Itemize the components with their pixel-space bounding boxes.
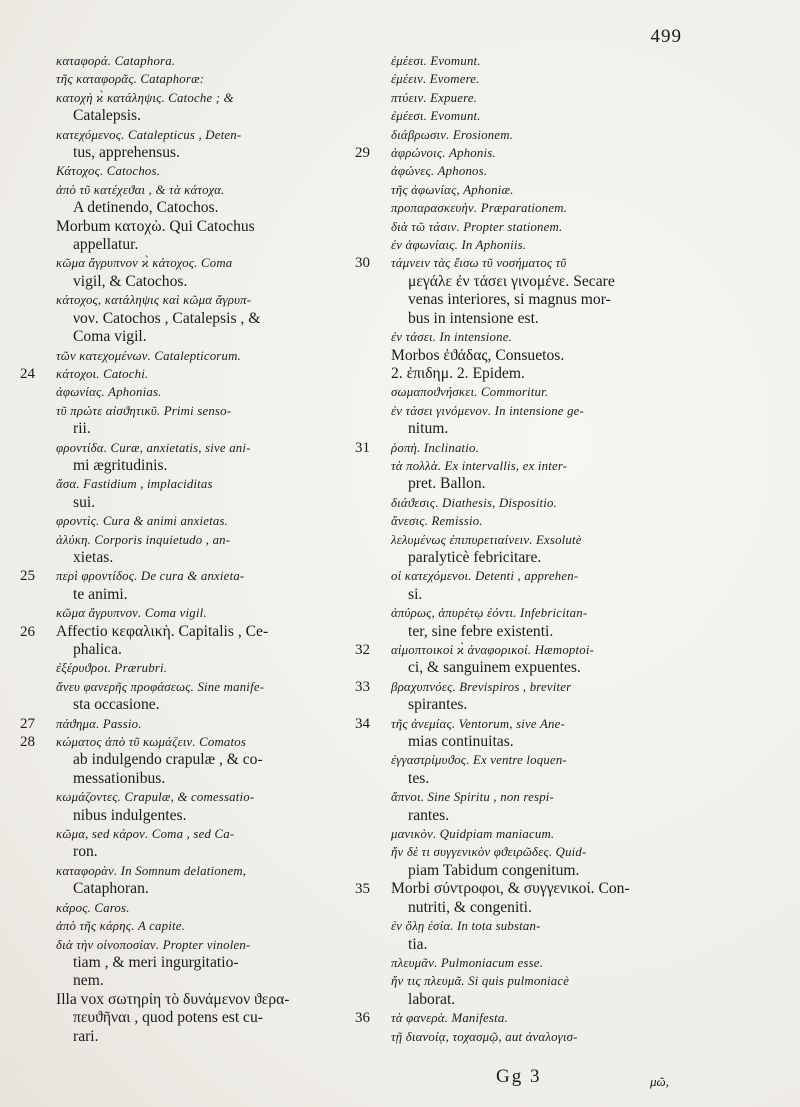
entry-line: περὶ φροντίδος. De cura & anxieta- (56, 569, 245, 584)
entry-line: ἐν τάσει. In intensione. (391, 330, 512, 345)
entry-line: Κάτοχος. Catochos. (56, 164, 161, 179)
entry-line: ἀπὸ τῦ κατέχεϑαι , & τὰ κάτοχα. (56, 182, 225, 197)
section-number: 24 (20, 365, 35, 382)
section-number: 30 (355, 255, 370, 272)
entry-line: τῦ πρώτε αἰσϑητικῦ. Primi senso- (56, 403, 232, 418)
section-number: 31 (355, 439, 370, 456)
catchword: μῶ, (650, 1074, 669, 1089)
entry-line: nitum. (408, 420, 449, 438)
index-entry (355, 218, 685, 236)
entry-line: rari. (73, 1027, 99, 1045)
entry-line: ἀπύρως, ἀπυρέτῳ ἐόντι. Infebricitan- (391, 606, 588, 621)
index-entry (20, 218, 365, 255)
index-entry (20, 862, 365, 899)
index-entry (355, 1028, 685, 1046)
entry-line: tus, apprehensus. (73, 144, 180, 162)
entry-line: ἐν ἀφωνίαις. In Aphoniis. (391, 238, 527, 253)
index-entry (20, 402, 365, 439)
index-entry (20, 162, 365, 180)
section-number: 32 (355, 642, 370, 658)
index-entry (355, 347, 685, 365)
entry-line: κατaφορά. Cataphora. (56, 54, 176, 68)
index-entry (355, 531, 685, 568)
entry-line: ἀφρώνοις. Aphonis. (391, 146, 496, 161)
entry-line: ron. (73, 843, 98, 861)
entry-line: τῇ διανοίᾳ, τοχασμῷ, aut ἀναλογισ- (391, 1029, 578, 1044)
entry-line: venas interiores, si magnus mor- (408, 291, 611, 309)
entry-line: nutriti, & congeniti. (408, 898, 532, 916)
index-entry (20, 126, 365, 163)
section-number: 26 (20, 623, 35, 640)
entry-line: ἀπὸ τῆς κάρης. A capite. (56, 919, 186, 934)
index-entry (20, 825, 365, 862)
index-entry (355, 89, 685, 107)
index-entry (20, 733, 365, 788)
entry-line: sta occasione. (73, 696, 160, 714)
entry-line: πευϑῆναι , quod potens est cu- (73, 1009, 263, 1027)
entry-line: διάϑεσις. Diathesis, Dispositio. (391, 495, 557, 510)
entry-line: xietas. (73, 548, 114, 566)
index-entry (20, 70, 365, 88)
entry-line: rantes. (408, 806, 450, 824)
entry-line: 2. ἐπιδημ. 2. Epidem. (391, 364, 525, 382)
entry-line: διάβρωσιν. Erosionem. (391, 127, 514, 142)
entry-line: προπαρασκευὴν. Præparationem. (391, 201, 568, 216)
index-entry (355, 254, 685, 328)
entry-line: appellatur. (73, 236, 139, 254)
entry-line: ἐμέειν. Evomere. (391, 72, 480, 87)
entry-line: mias continuitas. (408, 733, 514, 751)
index-entry (20, 347, 365, 365)
index-entry (355, 678, 685, 715)
entry-line: κῶμα ἄγρυπνον ϰ̀ κάτοχος. Coma (56, 256, 233, 271)
index-entry (355, 825, 685, 843)
index-entry (20, 604, 365, 622)
entry-line: ἄσα. Fastidium , implaciditas (56, 477, 213, 492)
index-entry (20, 531, 365, 568)
entry-line: ἤν τις πλευμᾶ. Si quis pulmoniacè (391, 974, 570, 989)
entry-line: ῥοπὴ. Inclinatio. (391, 440, 480, 455)
index-entry (355, 402, 685, 439)
index-entry (355, 604, 685, 641)
entry-line: καταφορὰν. In Somnum delationem, (56, 863, 247, 878)
index-entry (20, 715, 365, 733)
entry-line: μανικὸν. Quidpiam maniacum. (391, 827, 555, 842)
entry-line: ἀλύκη. Corporis inquietudo , an- (56, 532, 231, 547)
entry-line: τὰ φανερὰ. Manifesta. (391, 1011, 508, 1026)
index-entry (20, 567, 365, 604)
entry-line: τὰ πολλὰ. Ex intervallis, ex inter- (391, 458, 568, 473)
entry-line: κάτοχοι. Catochi. (56, 366, 149, 381)
index-entry (355, 917, 685, 954)
index-entry (20, 254, 365, 291)
index-entry (20, 439, 365, 476)
entry-line: οἱ κατεχόμενοι. Detenti , apprehen- (391, 569, 579, 584)
entry-line: διὰ τῶ τάσιν. Propter stationem. (391, 219, 563, 234)
index-entry (355, 365, 685, 383)
entry-line: τῶν κατεχομένων. Catalepticorum. (56, 348, 241, 363)
index-entry (355, 715, 685, 752)
index-entry (355, 70, 685, 88)
section-number: 33 (355, 678, 370, 695)
entry-line: μεγάλε ἐν τάσει γινομένε. Secare (408, 272, 615, 290)
entry-line: πλευμᾶν. Pulmoniacum esse. (391, 955, 544, 970)
entry-line: ἐν τάσει γινόμενον. In intensione ge- (391, 403, 585, 418)
entry-line: ἤν δὲ τι συγγενικὸν φϑειρῶδες. Quid- (391, 845, 587, 860)
entry-line: Affectio κεφαλικὴ. Capitalis , Ce- (56, 622, 269, 640)
entry-line: σωμαποϑνήσκει. Commoritur. (391, 385, 549, 400)
index-entry (355, 126, 685, 144)
index-entry (355, 880, 685, 917)
entry-line: τῆς ἀφωνίας, Aphoniæ. (391, 182, 514, 197)
entry-line: ἐν ὅλῃ ἐσία. In tota substan- (391, 919, 541, 934)
entry-line: τῆς ἀνεμίας. Ventorum, sive Ane- (391, 716, 565, 731)
entry-line: piam Tabidum congenitum. (408, 861, 580, 879)
entry-line: φροντίδα. Curæ, anxietatis, sive ani- (56, 440, 251, 455)
entry-line: ἀφωνίας. Aphonias. (56, 385, 162, 400)
index-entry (20, 936, 365, 991)
left-column (20, 52, 365, 1046)
index-entry (20, 291, 365, 346)
entry-line: ἄπνοι. Sine Spiritu , non respi- (391, 790, 555, 805)
entry-line: ἄνεσις. Remissio. (391, 514, 483, 529)
entry-line: νον. Catochos , Catalepsis , & (73, 309, 261, 327)
index-entry (355, 512, 685, 530)
entry-line: nibus indulgentes. (73, 806, 187, 824)
index-entry (355, 162, 685, 180)
index-entry (20, 89, 365, 126)
section-number: 35 (355, 881, 370, 898)
entry-line: βραχυπνόες. Brevispiros , breviter (391, 679, 572, 694)
page-number: 499 (650, 26, 682, 47)
entry-line: te animi. (73, 585, 128, 603)
index-entry (355, 52, 685, 70)
section-number: 34 (355, 715, 370, 732)
entry-line: tes. (408, 769, 430, 787)
entry-line: αἱμοπτοικοὶ ϰ̀ ἀναφορικοί. Hæmoptoi- (391, 643, 595, 657)
entry-line: κώματος ἀπὸ τῦ κωμάζειν. Comatos (56, 735, 247, 750)
entry-line: tia. (408, 935, 428, 953)
signature-mark: Gg 3 (496, 1066, 542, 1087)
entry-line: A detinendo, Catochos. (73, 199, 219, 217)
entry-line: Illa vox σωτηρίη τὸ δυνάμενον ϑερα- (56, 990, 290, 1008)
section-number: 29 (355, 145, 370, 162)
index-entry (355, 972, 685, 1009)
index-entry (355, 751, 685, 788)
index-entry (20, 678, 365, 715)
index-entry (20, 181, 365, 218)
right-column (355, 52, 685, 1046)
entry-line: sui. (73, 493, 96, 511)
entry-line: Cataphoran. (73, 880, 149, 898)
entry-line: mi ægritudinis. (73, 456, 168, 474)
index-entry (20, 383, 365, 401)
entry-line: ἀφώνες. Aphonos. (391, 164, 488, 179)
entry-line: Morbos ἐϑάδας, Consuetos. (391, 346, 565, 364)
entry-line: Morbum κατοχὼ. Qui Catochus (56, 217, 255, 235)
entry-line: Coma vigil. (73, 328, 147, 346)
entry-line: nem. (73, 972, 104, 990)
index-entry (355, 199, 685, 217)
index-entry (20, 475, 365, 512)
entry-line: pret. Ballon. (408, 475, 486, 493)
index-entry (355, 843, 685, 880)
entry-line: τῆς καταφορᾶς. Cataphoræ: (56, 72, 205, 87)
index-entry (355, 1009, 685, 1027)
index-entry (20, 659, 365, 677)
entry-line: λελυμένως ἐπιπυρετιαίνειν. Exsolutè (391, 532, 582, 547)
entry-line: messationibus. (73, 769, 166, 787)
entry-line: κῶμα, sed κάρον. Coma , sed Ca- (56, 827, 235, 842)
entry-line: rii. (73, 420, 91, 438)
entry-line: τάμνειν τὰς ἔισω τῦ νοσήματος τῦ (391, 256, 567, 271)
index-entry (355, 457, 685, 494)
section-number: 25 (20, 568, 35, 585)
index-entry (355, 328, 685, 346)
index-entry (355, 383, 685, 401)
entry-line: κάρος. Caros. (56, 900, 130, 915)
entry-line: πάϑημα. Passio. (56, 716, 142, 731)
entry-line: κωμάζοντες. Crapulæ, & comessatio- (56, 790, 255, 805)
index-entry (355, 144, 685, 162)
index-entry (20, 512, 365, 530)
entry-line: κατεχόμενος. Catalepticus , Deten- (56, 127, 242, 142)
entry-line: ἐγγαστρίμυϑος. Ex ventre loquen- (391, 753, 567, 768)
index-entry (20, 365, 365, 383)
index-entry (355, 181, 685, 199)
entry-line: ἐμέεσι. Evomunt. (391, 54, 481, 68)
section-number: 27 (20, 715, 35, 732)
index-entry (20, 917, 365, 935)
index-entry (355, 567, 685, 604)
index-entry (20, 991, 365, 1046)
index-entry (355, 494, 685, 512)
index-entry (20, 788, 365, 825)
index-entry (20, 52, 365, 70)
entry-line: si. (408, 585, 423, 603)
entry-line: ter, sine febre existenti. (408, 622, 554, 640)
index-entry (20, 899, 365, 917)
entry-line: κάτοχος, κατάληψις καὶ κῶμα ἄγρυπ- (56, 293, 252, 308)
entry-line: phalica. (73, 641, 122, 658)
entry-line: laborat. (408, 990, 456, 1008)
entry-line: spirantes. (408, 696, 468, 714)
index-entry (355, 439, 685, 457)
entry-line: κῶμα ἄγρυπνον. Coma vigil. (56, 606, 207, 621)
entry-line: bus in intensione est. (408, 309, 539, 327)
entry-line: ci, & sanguinem expuentes. (408, 659, 581, 677)
index-entry (355, 788, 685, 825)
entry-line: διὰ τὴν οἰνοποσίαν. Propter vinolen- (56, 937, 251, 952)
entry-line: paralyticè febricitare. (408, 548, 542, 566)
entry-line: πτύειν. Expuere. (391, 90, 478, 105)
entry-line: ἄνευ φανερῆς προφάσεως. Sine manife- (56, 679, 265, 694)
index-entry (20, 623, 365, 660)
index-entry (355, 236, 685, 254)
entry-line: ab indulgendo crapulæ , & co- (73, 751, 263, 769)
entry-line: ἐμέεσι. Evomunt. (391, 109, 481, 124)
index-entry (355, 954, 685, 972)
index-entry (355, 641, 685, 678)
entry-line: tiam , & meri ingurgitatio- (73, 953, 239, 971)
entry-line: vigil, & Catochos. (73, 272, 188, 290)
section-number: 28 (20, 734, 35, 751)
section-number: 36 (355, 1010, 370, 1027)
entry-line: Morbi σύντροφοι, & συγγενικοί. Con- (391, 880, 630, 898)
index-entry (355, 107, 685, 125)
entry-line: φροντὶς. Cura & animi anxietas. (56, 514, 229, 529)
entry-line: ἐξέρυϑροι. Prærubri. (56, 661, 168, 676)
entry-line: Catalepsis. (73, 107, 141, 125)
entry-line: κατοχὴ ϰ̀ κατάληψις. Catoche ; & (56, 90, 234, 105)
